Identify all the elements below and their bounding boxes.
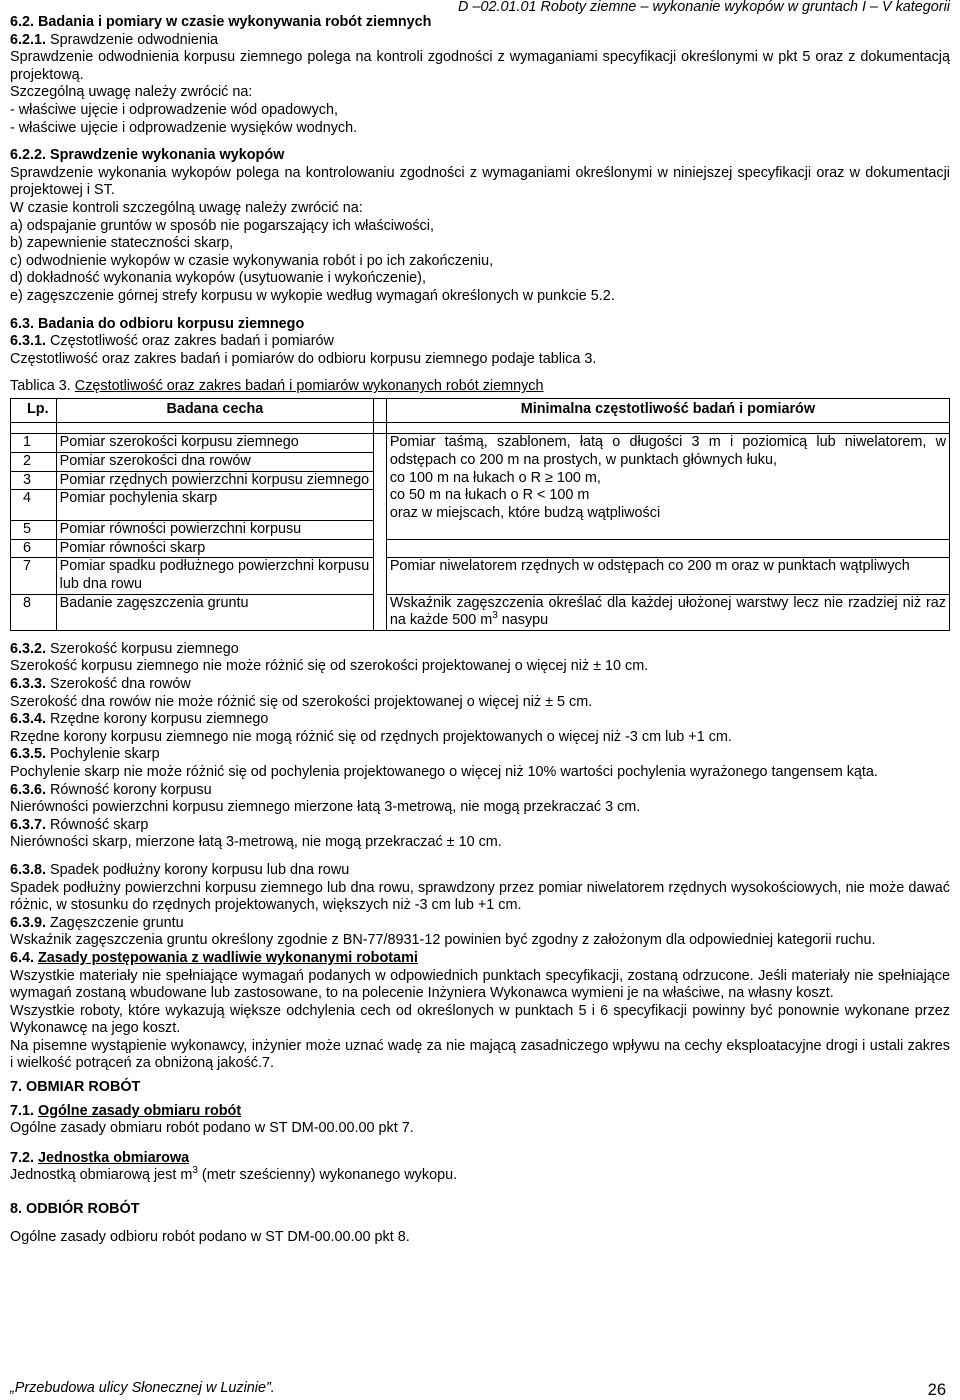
section-8-title: 8. ODBIÓR ROBÓT xyxy=(10,1201,140,1218)
section-6-3-8-heading xyxy=(10,862,950,880)
section-6-3-7-heading xyxy=(10,817,950,835)
section-title: Ogólne zasady obmiaru robót xyxy=(38,1102,242,1119)
table-row xyxy=(11,539,950,558)
section-7-title: 7. OBMIAR ROBÓT xyxy=(10,1079,141,1096)
section-6-3-9-paragraph: Wskaźnik zagęszczenia gruntu określony zgodnie z BN-77/8931-12 powinien być zgodny z założonym dla odpowiedniej kategorii ruchu. xyxy=(10,932,876,949)
running-header: D –02.01.01 Roboty ziemne – wykonanie wykopów w gruntach I – V kategorii xyxy=(458,0,950,15)
section-6-3-3-paragraph: Szerokość dna rowów nie może różnić się od szerokości projektowanej o więcej niż ± 5 cm. xyxy=(10,693,593,710)
cell-lp: 3 xyxy=(11,471,57,490)
section-title: Jednostka obmiarowa xyxy=(38,1149,190,1166)
list-item: a) odspajanie gruntów w sposób nie pogarszający ich właściwości, xyxy=(10,217,434,234)
section-6-4-paragraph-1: Wszystkie materiały nie spełniające wymagań podanych w odpowiednich punktach specyfikacji, zostaną odrzucone. Jeśli materiały nie spełniające wymagań zostaną wbudowane lub zastosowane, to na polecenie Inżyniera Wykonawca wymieni je na właściwe, na własny koszt. xyxy=(10,967,950,1002)
section-6-3-7-paragraph: Nierówności skarp, mierzone łatą 3-metrową, nie mogą przekraczać ± 10 cm. xyxy=(10,834,502,851)
section-number: 6.4. xyxy=(10,949,35,966)
cell-cecha: Pomiar szerokości korpusu ziemnego xyxy=(56,434,373,453)
section-title: Częstotliwość oraz zakres badań i pomiarów xyxy=(50,333,334,350)
cell-lp: 1 xyxy=(11,434,57,453)
section-6-3-title: 6.3. Badania do odbioru korpusu ziemnego xyxy=(10,315,305,332)
list-item: b) zapewnienie stateczności skarp, xyxy=(10,235,234,252)
cell-frequency-7: Pomiar niwelatorem rzędnych w odstępach co 200 m oraz w punktach wątpliwych xyxy=(386,558,949,594)
section-6-3-5-paragraph: Pochylenie skarp nie może różnić się od pochylenia projektowanego o więcej niż 10% wartości pochylenia wyrażonego tangensem kąta. xyxy=(10,763,878,780)
section-title: Równość korony korpusu xyxy=(50,781,212,798)
header-lp: Lp. xyxy=(11,398,57,423)
table-caption-label: Tablica 3. xyxy=(10,378,71,395)
section-title: Zagęszczenie gruntu xyxy=(50,914,184,931)
section-8-paragraph: Ogólne zasady odbioru robót podano w ST DM-00.00.00 pkt 8. xyxy=(10,1228,410,1245)
cell-cecha: Pomiar równości powierzchni korpusu xyxy=(56,521,373,540)
superscript: 3 xyxy=(192,1165,198,1177)
section-6-3-2-paragraph: Szerokość korpusu ziemnego nie może różnić się od szerokości projektowanej o więcej niż ± 10 cm. xyxy=(10,658,649,675)
section-6-2-1-paragraph: Sprawdzenie odwodnienia korpusu ziemnego polega na kontroli zgodności z wymaganiami specyfikacji określonymi w pkt 5 oraz z dokumentacją projektową. xyxy=(10,49,950,83)
section-number: 6.3.2. xyxy=(10,640,47,657)
frequency-text: oraz w miejscach, które budzą wątpliwości xyxy=(389,504,661,521)
section-number: 7.1. xyxy=(10,1102,35,1119)
cell-lp: 4 xyxy=(11,490,57,521)
header-frequency: Minimalna częstotliwość badań i pomiarów xyxy=(386,398,949,423)
frequency-text: Wskaźnik zagęszczenia określać dla każdej ułożonej warstwy lecz nie rzadziej niż raz na każde 500 m xyxy=(389,594,946,629)
section-6-3-2-heading xyxy=(10,641,950,659)
list-item: e) zagęszczenie górnej strefy korpusu w wykopie według wymagań określonych w punkcie 5.2. xyxy=(10,287,615,304)
superscript: 3 xyxy=(492,610,498,622)
table-row xyxy=(11,434,950,453)
section-6-3-9-heading xyxy=(10,915,950,933)
section-6-3-8-paragraph: Spadek podłużny powierzchni korpusu ziemnego lub dna rowu, sprawdzony przez pomiar niwelatorem rzędnych wysokościowych, nie może dawać różnic, w stosunku do rzędnych projektowanych, większych niż -3 cm lub +1 cm. xyxy=(10,879,950,914)
cell-cecha: Pomiar rzędnych powierzchni korpusu ziemnego xyxy=(56,471,373,490)
section-title: Rzędne korony korpusu ziemnego xyxy=(50,711,269,728)
page-number: 26 xyxy=(927,1381,946,1400)
table-row xyxy=(11,594,950,630)
section-6-3-5-heading xyxy=(10,746,950,764)
cell-cecha: Badanie zagęszczenia gruntu xyxy=(56,594,373,630)
cell-cecha: Pomiar pochylenia skarp xyxy=(56,490,373,521)
section-6-4-heading xyxy=(10,950,950,968)
cell-cecha: Pomiar szerokości dna rowów xyxy=(56,453,373,472)
section-6-2-title: 6.2. Badania i pomiary w czasie wykonywania robót ziemnych xyxy=(10,14,432,30)
footer-project-name: „Przebudowa ulicy Słonecznej w Luzinie”. xyxy=(10,1380,275,1397)
paragraph-text: Jednostką obmiarową jest m xyxy=(10,1167,193,1184)
section-7-2-heading xyxy=(10,1150,950,1168)
section-title: Szerokość korpusu ziemnego xyxy=(50,640,239,657)
section-title: Sprawdzenie odwodnienia xyxy=(50,31,219,48)
table-caption xyxy=(10,378,950,396)
table-row xyxy=(11,558,950,594)
section-number: 6.3.8. xyxy=(10,861,47,878)
section-6-2-2-attention: W czasie kontroli szczególną uwagę należy zwrócić na: xyxy=(10,199,363,216)
section-7-1-paragraph: Ogólne zasady obmiaru robót podano w ST DM-00.00.00 pkt 7. xyxy=(10,1120,414,1137)
cell-cecha: Pomiar spadku podłużnego powierzchni korpusu lub dna rowu xyxy=(56,558,373,594)
section-title: Spadek podłużny korony korpusu lub dna rowu xyxy=(50,861,350,878)
cell-lp: 5 xyxy=(11,521,57,540)
section-6-4-paragraph-2: Wszystkie roboty, które wykazują większe odchylenia cech od określonych w punktach 5 i 6 specyfikacji powinny być ponownie wykonane przez Wykonawcę na jego koszt. xyxy=(10,1002,950,1037)
section-number: 6.3.6. xyxy=(10,781,47,798)
cell-lp: 7 xyxy=(11,558,57,594)
section-6-4-paragraph-3: Na pisemne wystąpienie wykonawcy, inżynier może uznać wadę za nie mającą zasadniczego wpływu na cechy eksploatacyjne drogi i ustali zakres i wielkość potrąceń za obniżoną jakość.7. xyxy=(10,1037,950,1072)
cell-cecha: Pomiar równości skarp xyxy=(56,539,373,558)
list-item: - właściwe ujęcie i odprowadzenie wód opadowych, xyxy=(10,101,338,118)
section-6-2-1-attention: Szczególną uwagę należy zwrócić na: xyxy=(10,84,253,101)
section-number: 6.3.1. xyxy=(10,333,47,350)
paragraph-text: (metr sześcienny) wykonanego wykopu. xyxy=(197,1167,458,1184)
section-title: Zasady postępowania z wadliwie wykonanymi robotami xyxy=(38,949,418,966)
section-6-3-1-heading xyxy=(10,333,950,351)
list-item: - właściwe ujęcie i odprowadzenie wysięków wodnych. xyxy=(10,119,358,136)
cell-lp: 6 xyxy=(11,539,57,558)
section-6-3-4-paragraph: Rzędne korony korpusu ziemnego nie mogą różnić się od rzędnych projektowanych o więcej niż -3 cm lub +1 cm. xyxy=(10,728,732,745)
section-title: Równość skarp xyxy=(50,816,149,833)
section-6-2-2-paragraph: Sprawdzenie wykonania wykopów polega na kontrolowaniu zgodności z wymaganiami określonymi w niniejszej specyfikacji oraz w dokumentacji projektowej i ST. xyxy=(10,164,950,199)
cell-frequency-1-6 xyxy=(386,434,949,539)
page-footer xyxy=(10,1378,946,1398)
section-6-3-1-paragraph: Częstotliwość oraz zakres badań i pomiarów do odbioru korpusu ziemnego podaje tablica 3. xyxy=(10,350,597,367)
frequency-text: co 100 m na łukach o R ≥ 100 m, xyxy=(389,469,601,486)
section-7-1-heading xyxy=(10,1103,950,1121)
section-6-2-2-title: 6.2.2. Sprawdzenie wykonania wykopów xyxy=(10,147,285,164)
section-6-2-1-heading xyxy=(10,32,950,50)
cell-lp: 2 xyxy=(11,453,57,472)
section-number: 6.3.3. xyxy=(10,676,47,692)
frequency-text: nasypu xyxy=(497,612,549,629)
list-item: c) odwodnienie wykopów w czasie wykonywania robót i po ich zakończeniu, xyxy=(10,252,494,269)
cell-lp: 8 xyxy=(11,594,57,630)
list-item: d) dokładność wykonania wykopów (usytuowanie i wykończenie), xyxy=(10,270,426,287)
header-cecha: Badana cecha xyxy=(56,398,373,423)
frequency-text: Pomiar taśmą, szablonem, łatą o długości 3 m i poziomicą lub niwelatorem, w odstępach co 200 m na prostych, w punktach głównych łuku, xyxy=(389,434,946,469)
section-number: 6.3.5. xyxy=(10,746,47,763)
section-number: 7.2. xyxy=(10,1149,35,1166)
section-number: 6.3.9. xyxy=(10,914,47,931)
section-title: Pochylenie skarp xyxy=(50,746,160,763)
section-6-3-6-paragraph: Nierówności powierzchni korpusu ziemnego mierzone łatą 3-metrową, nie mogą przekraczać 3 cm. xyxy=(10,799,641,816)
section-6-3-4-heading xyxy=(10,711,950,729)
section-number: 6.3.4. xyxy=(10,711,47,728)
frequency-text: co 50 m na łukach o R < 100 m xyxy=(389,487,590,504)
section-7-2-paragraph xyxy=(10,1167,950,1185)
section-number: 6.2.1. xyxy=(10,31,47,48)
cell-frequency-8 xyxy=(386,594,949,630)
table-3 xyxy=(10,398,950,631)
section-number: 6.3.7. xyxy=(10,816,47,833)
table-caption-text: Częstotliwość oraz zakres badań i pomiarów wykonanych robót ziemnych xyxy=(74,378,544,395)
section-6-3-3-heading xyxy=(10,676,950,694)
section-title: Szerokość dna rowów xyxy=(50,676,191,692)
section-6-3-6-heading xyxy=(10,782,950,800)
table-header-row xyxy=(11,398,950,423)
